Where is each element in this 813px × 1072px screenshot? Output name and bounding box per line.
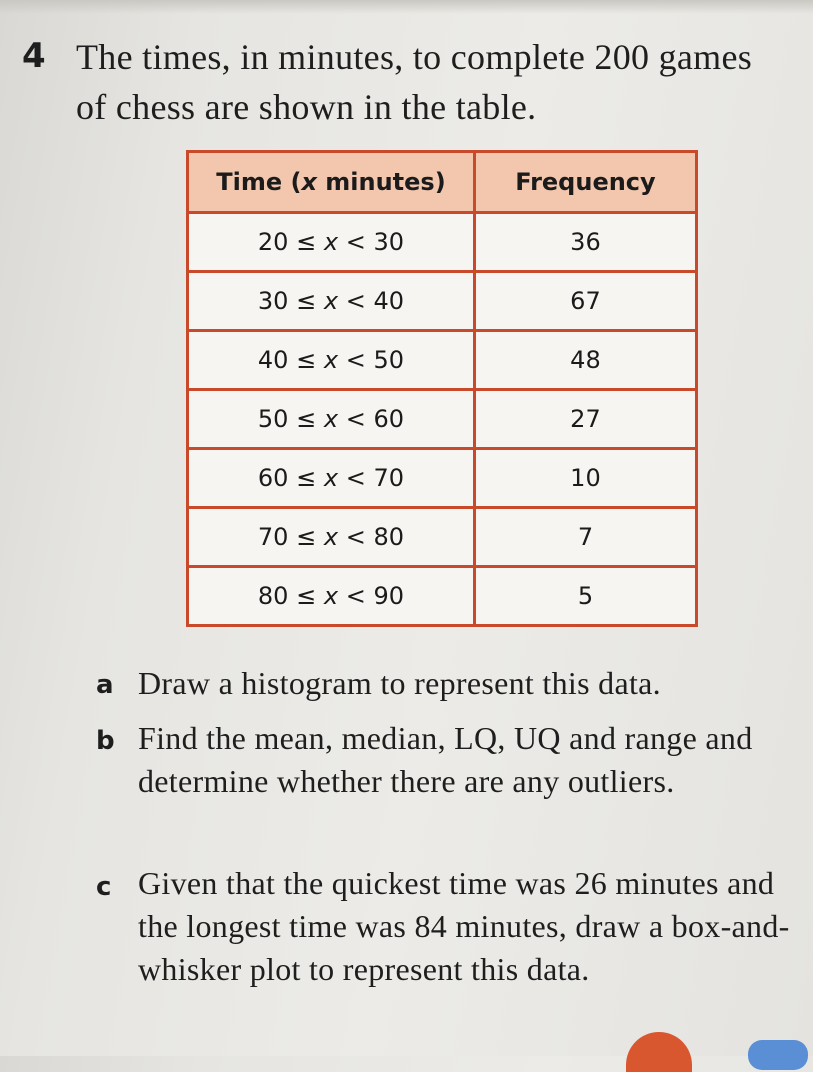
part-b-letter: b [96,726,115,756]
question-stem: The times, in minutes, to complete 200 games of chess are shown in the table. [76,37,753,127]
le-symbol: ≤ [296,228,317,256]
lt-symbol: < [345,582,366,610]
table-row [188,213,697,272]
interval-lower: 70 [257,523,289,551]
table-row [188,272,697,331]
lt-symbol: < [345,405,366,433]
part-b-text: Find the mean, median, LQ, UQ and range and determine whether there are any outliers. [138,720,753,799]
interval-variable: x [323,405,339,433]
decorative-orange-shape [626,1032,692,1072]
time-interval-cell [188,331,475,390]
frequency-column-header: Frequency [474,152,696,213]
lt-symbol: < [345,523,366,551]
interval-variable: x [323,582,339,610]
interval-upper: 70 [373,464,404,492]
interval-upper: 80 [373,523,404,551]
interval-upper: 90 [373,582,404,610]
le-symbol: ≤ [296,346,317,374]
lt-symbol: < [345,346,366,374]
frequency-cell: 7 [474,508,696,567]
time-interval-cell [188,390,475,449]
lt-symbol: < [345,287,366,315]
interval-lower: 40 [257,346,289,374]
frequency-cell: 27 [474,390,696,449]
time-interval-cell [188,449,475,508]
interval-variable: x [323,228,339,256]
part-a-text: Draw a histogram to represent this data. [138,665,661,701]
time-header-suffix: minutes) [316,168,446,196]
time-interval-cell [188,508,475,567]
interval-variable: x [323,346,339,374]
time-column-header [188,152,475,213]
frequency-cell: 67 [474,272,696,331]
table-row [188,390,697,449]
interval-variable: x [323,287,339,315]
frequency-cell: 48 [474,331,696,390]
interval-variable: x [323,464,339,492]
frequency-cell: 5 [474,567,696,626]
question-number: 4 [22,36,46,76]
interval-upper: 30 [373,228,404,256]
decorative-blue-shape [748,1040,808,1070]
time-header-variable: x [301,168,317,196]
le-symbol: ≤ [296,464,317,492]
interval-lower: 80 [257,582,289,610]
interval-lower: 20 [257,228,289,256]
time-interval-cell [188,272,475,331]
le-symbol: ≤ [296,405,317,433]
table-header-row [188,152,697,213]
table-row [188,508,697,567]
table-row [188,567,697,626]
time-interval-cell [188,567,475,626]
interval-lower: 30 [257,287,289,315]
interval-lower: 60 [257,464,289,492]
page-top-edge [0,0,813,14]
interval-upper: 50 [373,346,404,374]
frequency-table [186,150,698,627]
time-header-prefix: Time ( [216,168,302,196]
part-c-text: Given that the quickest time was 26 minutes and the longest time was 84 minutes, draw a box-and-whisker plot to represent this data. [138,865,790,987]
time-interval-cell [188,213,475,272]
part-c-letter: c [96,872,112,902]
frequency-cell: 10 [474,449,696,508]
le-symbol: ≤ [296,523,317,551]
frequency-cell: 36 [474,213,696,272]
part-a-letter: a [96,670,114,700]
le-symbol: ≤ [296,582,317,610]
le-symbol: ≤ [296,287,317,315]
table-row [188,331,697,390]
table-row [188,449,697,508]
interval-upper: 40 [373,287,404,315]
lt-symbol: < [345,464,366,492]
interval-upper: 60 [373,405,404,433]
interval-variable: x [323,523,339,551]
lt-symbol: < [345,228,366,256]
interval-lower: 50 [257,405,289,433]
